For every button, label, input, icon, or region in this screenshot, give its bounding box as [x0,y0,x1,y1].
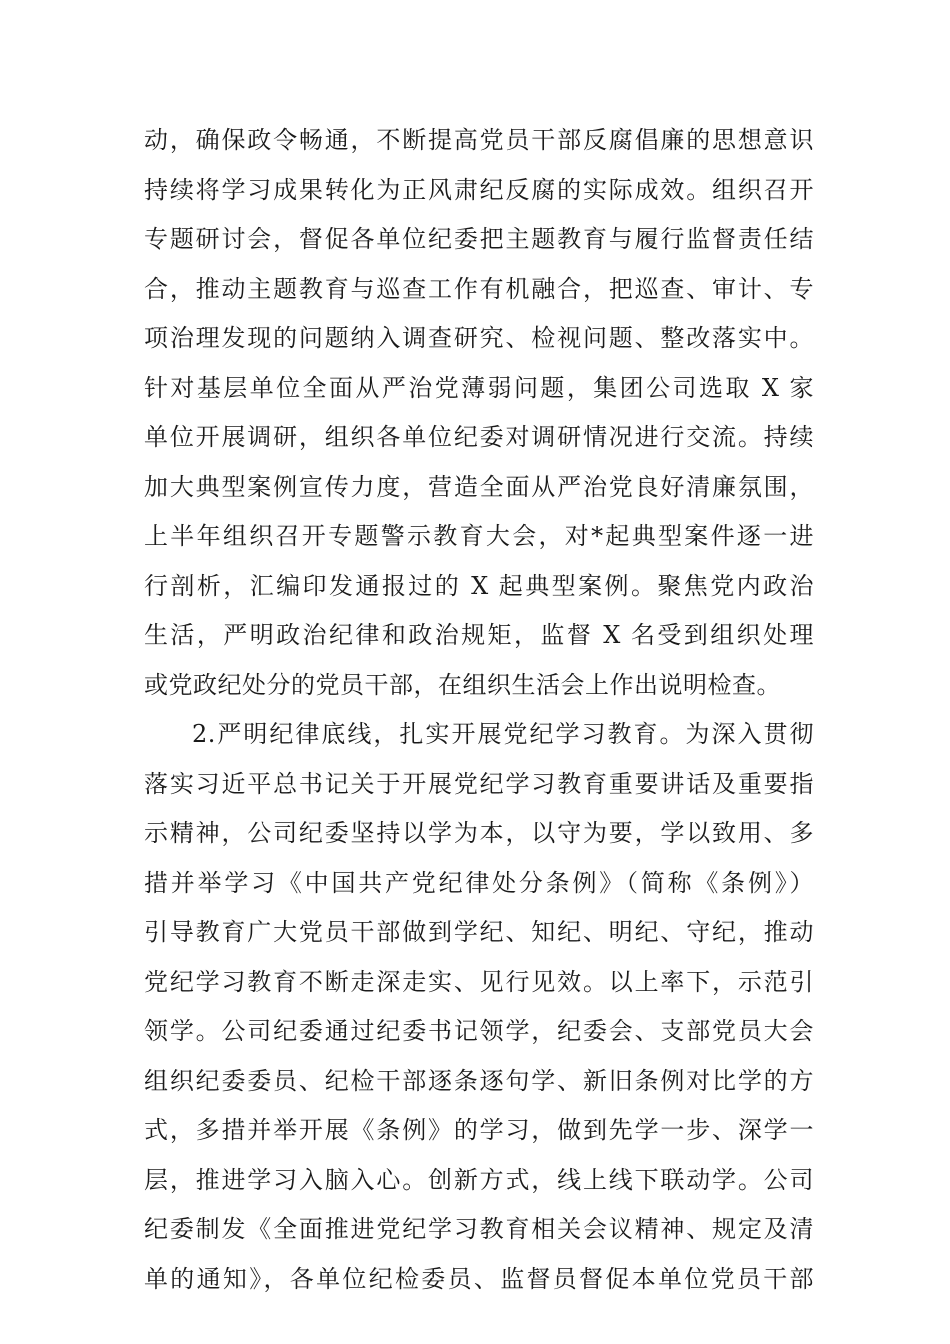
text-line: 上半年组织召开专题警示教育大会，对*起典型案件逐一进 [144,522,814,550]
text-line: 合，推动主题教育与巡查工作有机融合，把巡查、审计、专 [144,274,814,303]
text-line: 行剖析，汇编印发通报过的 X 起典型案例。聚焦党内政治 [144,571,814,600]
text-line: 党纪学习教育不断走深走实、见行见效。以上率下，示范引 [144,967,814,996]
text-line: 式，多措并举开展《条例》的学习，做到先学一步、深学一 [144,1116,814,1144]
text-line: 单位开展调研，组织各单位纪委对调研情况进行交流。持续 [144,423,814,451]
text-line: 持续将学习成果转化为正风肃纪反腐的实际成效。组织召开 [144,175,814,204]
text-line: 生活，严明政治纪律和政治规矩，监督 X 名受到组织处理 [144,621,814,649]
text-line: 专题研讨会，督促各单位纪委把主题教育与履行监督责任结 [144,225,814,253]
text-line: 引导教育广大党员干部做到学纪、知纪、明纪、守纪，推动 [144,918,814,946]
text-line: 措并举学习《中国共产党纪律处分条例》（简称《条例》） [144,868,814,897]
text-line: 针对基层单位全面从严治党薄弱问题，集团公司选取 X 家 [144,373,814,402]
text-line: 加大典型案例宣传力度，营造全面从严治党良好清廉氛围， [144,472,814,501]
text-line: 或党政纪处分的党员干部，在组织生活会上作出说明检查。 [144,670,781,699]
section-heading-line: 2.严明纪律底线，扎实开展党纪学习教育。为深入贯彻 [192,720,814,748]
text-line: 落实习近平总书记关于开展党纪学习教育重要讲话及重要指 [144,769,814,798]
text-line: 领学。公司纪委通过纪委书记领学，纪委会、支部党员大会 [144,1017,814,1045]
text-line: 项治理发现的问题纳入调查研究、检视问题、整改落实中。 [144,324,814,352]
body-text [144,116,814,1304]
text-line: 动，确保政令畅通，不断提高党员干部反腐倡廉的思想意识 [144,126,814,154]
text-line: 示精神，公司纪委坚持以学为本，以守为要，学以致用、多 [144,819,814,847]
text-line: 层，推进学习入脑入心。创新方式，线上线下联动学。公司 [144,1165,814,1194]
text-line: 组织纪委委员、纪检干部逐条逐句学、新旧条例对比学的方 [144,1066,814,1095]
text-line: 纪委制发《全面推进党纪学习教育相关会议精神、规定及清 [144,1215,814,1243]
text-line: 单的通知》，各单位纪检委员、监督员督促本单位党员干部 [144,1264,814,1293]
